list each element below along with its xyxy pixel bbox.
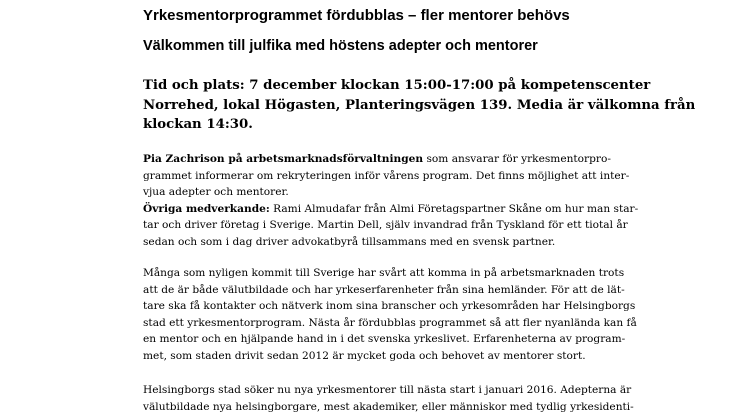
other-participants-label: Övriga medverkande: bbox=[143, 202, 270, 215]
body-line: att de är både välutbildade och har yrkeserfarenheter från sina hemländer. För att de lät- bbox=[143, 283, 625, 296]
recruitment-paragraph bbox=[143, 382, 634, 415]
body-text: som ansvarar för yrkesmentorpro- bbox=[423, 153, 611, 165]
body-line: en mentor och en hjälpande hand in i det svenska yrkeslivet. Erfarenheterna av program- bbox=[143, 333, 626, 346]
body-line: Många som nyligen kommit till Sverige har svårt att komma in på arbetsmarknaden trots bbox=[143, 267, 625, 279]
time-place-line: Norrehed, lokal Högasten, Planteringsvägen 139. Media är välkomna från bbox=[143, 97, 696, 113]
body-line: tare ska få kontakter och nätverk inom sina branscher och yrkesområden har Helsingborgs bbox=[143, 300, 636, 313]
body-line: tar och driver företag i Sverige. Martin Dell, själv invandrad från Tyskland för ett tiotal år bbox=[143, 219, 628, 232]
background-paragraph bbox=[143, 265, 637, 365]
body-line: sedan och som i dag driver advokatbyrå tillsammans med en svensk partner. bbox=[143, 235, 556, 248]
time-place-line: klockan 14:30. bbox=[143, 117, 253, 132]
body-line bbox=[143, 151, 623, 168]
participants-paragraph bbox=[143, 151, 639, 251]
time-place-line: Tid och plats: 7 december klockan 15:00-17:00 på kompetenscenter bbox=[143, 78, 651, 93]
body-text: Rami Almudafar från Almi Företagspartner Skåne om hur man star- bbox=[269, 202, 639, 215]
document-title: Yrkesmentorprogrammet fördubblas – fler mentorer behövs bbox=[143, 7, 570, 24]
document-subtitle: Välkommen till julfika med höstens adepter och mentorer bbox=[143, 38, 538, 54]
time-and-place bbox=[143, 76, 696, 135]
speaker-name: Pia Zachrison på arbetsmarknadsförvaltningen bbox=[143, 153, 424, 165]
body-line: grammet informerar om rekryteringen inför vårens program. Det finns möjlighet att inter- bbox=[143, 169, 630, 182]
body-line: vjua adepter och mentorer. bbox=[143, 186, 289, 199]
body-line: stad ett yrkesmentorprogram. Nästa år fördubblas programmet så att fler nyanlända kan få bbox=[143, 316, 637, 329]
body-line: välutbildade nya helsingborgare, mest akademiker, eller människor med tydlig yrkesidenti- bbox=[143, 400, 634, 413]
body-line: met, som staden drivit sedan 2012 är mycket goda och behovet av mentorer stort. bbox=[143, 349, 586, 362]
body-line: Helsingborgs stad söker nu nya yrkesmentorer till nästa start i januari 2016. Adepterna är bbox=[143, 384, 632, 396]
body-line bbox=[143, 201, 639, 218]
